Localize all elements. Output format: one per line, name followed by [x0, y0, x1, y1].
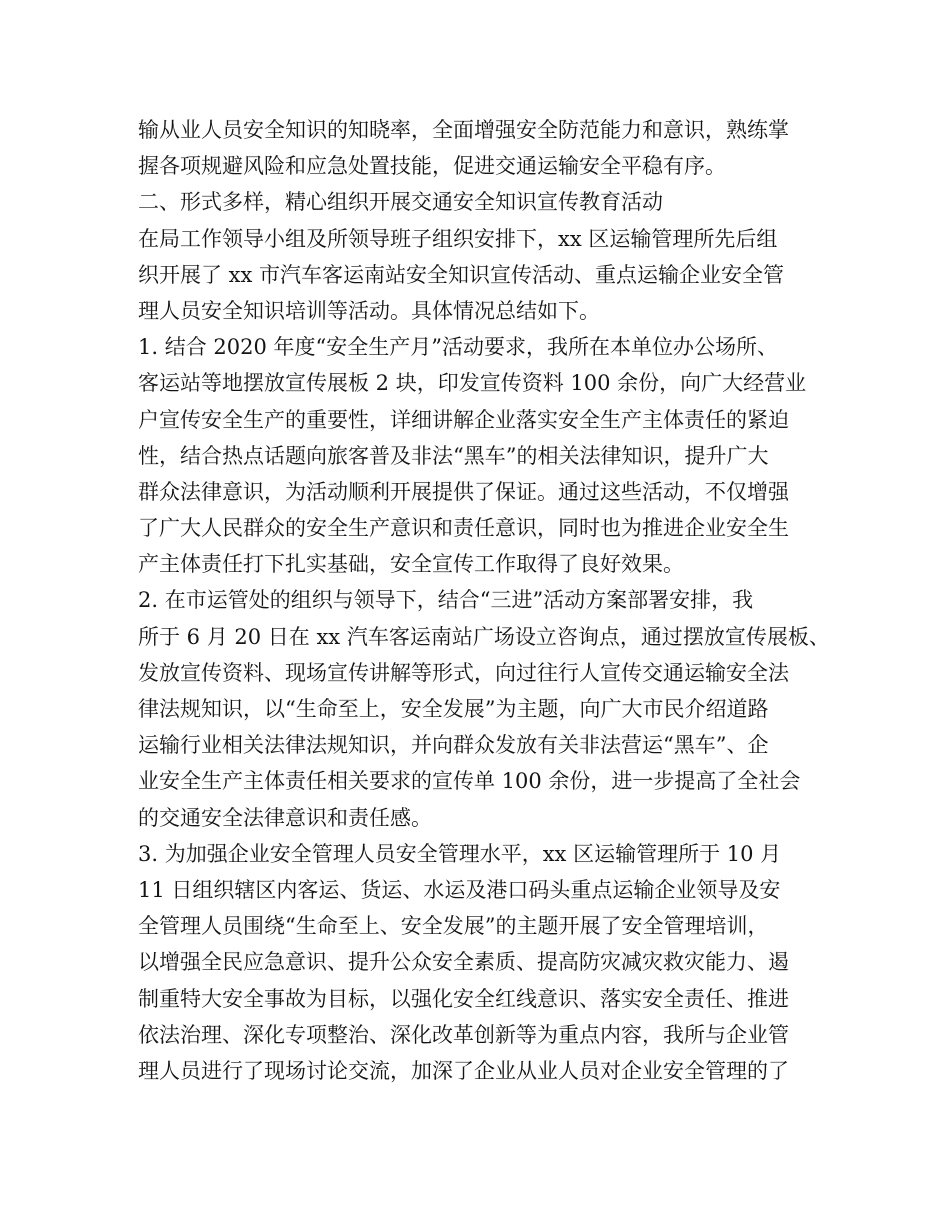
list-item-1-start: 1. 结合 2020 年度“安全生产月”活动要求，我所在本单位办公场所、: [138, 335, 778, 360]
text-line: 群众法律意识，为活动顺利开展提供了保证。通过这些活动，不仅增强: [138, 479, 789, 504]
text-line: 的交通安全法律意识和责任感。: [138, 805, 432, 830]
list-item-2-start: 2. 在市运管处的组织与领导下，结合“三进”活动方案部署安排，我: [138, 588, 754, 613]
text-line: 握各项规避风险和应急处置技能，促进交通运输安全平稳有序。: [138, 154, 726, 179]
body-text: [138, 112, 830, 1089]
text-line: 律法规知识，以“生命至上，安全发展”为主题，向广大市民介绍道路: [138, 697, 769, 721]
text-line: 产主体责任打下扎实基础，安全宣传工作取得了良好效果。: [138, 552, 684, 577]
text-line: 制重特大安全事故为目标，以强化安全红线意识、落实安全责任、推进: [138, 986, 789, 1011]
list-item-3-start: 3. 为加强企业安全管理人员安全管理水平，xx 区运输管理所于 10 月: [138, 841, 782, 866]
text-line: 输从业人员安全知识的知晓率，全面增强安全防范能力和意识，熟练掌: [138, 118, 789, 142]
text-line: 了广大人民群众的安全生产意识和责任意识，同时也为推进企业安全生: [138, 516, 789, 541]
text-line: 性，结合热点话题向旅客普及非法“黑车”的相关法律知识，提升广大: [138, 443, 769, 468]
text-line: 理人员进行了现场讨论交流，加深了企业从业人员对企业安全管理的了: [138, 1058, 789, 1083]
text-line: 业安全生产主体责任相关要求的宣传单 100 余份，进一步提高了全社会: [138, 769, 801, 794]
text-line: 运输行业相关法律法规知识，并向群众发放有关非法营运“黑车”、企: [138, 733, 769, 758]
text-line: 11 日组织辖区内客运、货运、水运及港口码头重点运输企业领导及安: [138, 877, 781, 902]
text-line: 理人员安全知识培训等活动。具体情况总结如下。: [138, 298, 600, 323]
text-line: 户宣传安全生产的重要性，详细讲解企业落实安全生产主体责任的紧迫: [138, 407, 789, 432]
text-line: 发放宣传资料、现场宣传讲解等形式，向过往行人宣传交通运输安全法: [138, 660, 789, 685]
section-heading: 二、形式多样，精心组织开展交通安全知识宣传教育活动: [138, 190, 663, 215]
text-line: 织开展了 xx 市汽车客运南站安全知识宣传活动、重点运输企业安全管: [138, 262, 785, 287]
text-line: 所于 6 月 20 日在 xx 汽车客运南站广场设立咨询点，通过摆放宣传展板、: [138, 624, 830, 649]
text-line: 全管理人员围绕“生命至上、安全发展”的主题开展了安全管理培训，: [138, 914, 769, 939]
text-line: 客运站等地摆放宣传展板 2 块，印发宣传资料 100 余份，向广大经营业: [138, 371, 807, 396]
text-line: 在局工作领导小组及所领导班子组织安排下，xx 区运输管理所先后组: [138, 226, 778, 251]
text-line: 以增强全民应急意识、提升公众安全素质、提高防灾减灾救灾能力、遏: [138, 950, 789, 975]
text-line: 依法治理、深化专项整治、深化改革创新等为重点内容，我所与企业管: [138, 1022, 789, 1047]
